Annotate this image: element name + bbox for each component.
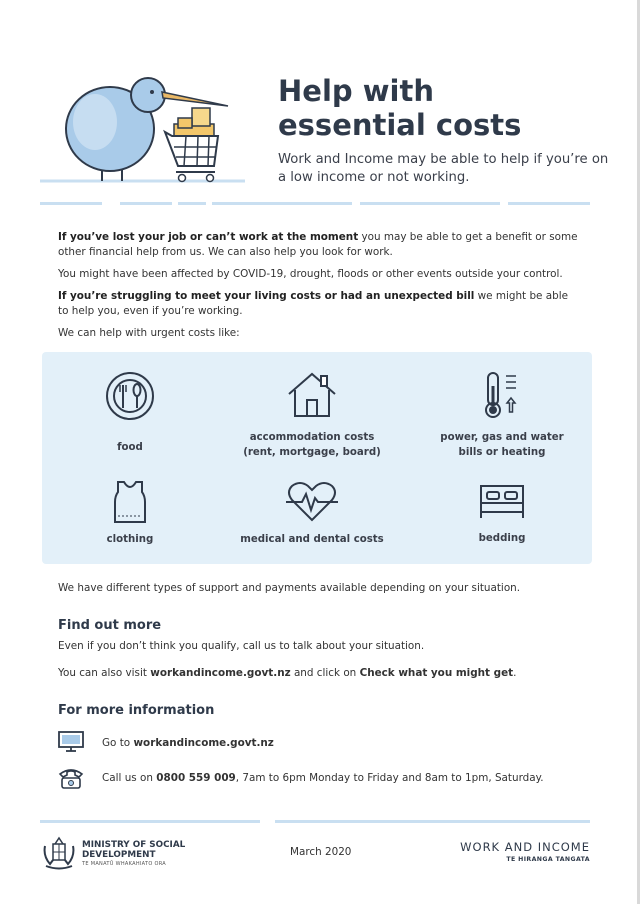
find-out-more-heading: Find out more (58, 618, 162, 633)
singlet-icon (110, 480, 150, 524)
bed-icon (477, 480, 527, 522)
website-link-2[interactable]: workandincome.govt.nz (133, 737, 274, 749)
cost-label-accommodation: accommodation costs (rent, mortgage, board) (243, 432, 381, 458)
support-note: We have different types of support and payments available depending on your situation. (58, 582, 521, 594)
nz-coat-of-arms-icon (42, 836, 76, 872)
footer-divider-left (40, 820, 260, 823)
page-title (278, 74, 618, 142)
website-link[interactable]: workandincome.govt.nz (150, 667, 291, 679)
publication-date: March 2020 (290, 846, 352, 858)
divider-dashes (40, 202, 590, 206)
cost-item-clothing (80, 480, 180, 547)
intro-paragraph-4: We can help with urgent costs like: (58, 327, 240, 339)
wi-maori-name: TE HIRANGA TANGATA (506, 856, 590, 863)
cost-label-bedding: bedding (478, 533, 526, 544)
plate-cutlery-icon (104, 370, 156, 422)
contact-phone (58, 766, 588, 790)
cost-item-medical (222, 480, 402, 547)
cost-item-power (422, 370, 582, 460)
cost-item-food (80, 370, 180, 455)
computer-monitor-icon (58, 731, 84, 753)
work-and-income-logo (460, 840, 590, 863)
cost-label-clothing: clothing (106, 534, 154, 545)
msd-maori-name: TE MANATŪ WHAKAHIATO ORA (82, 861, 167, 867)
find-out-paragraph-2: You can also visit workandincome.govt.nz and click on Check what you might get. (58, 667, 517, 679)
thermometer-icon (480, 370, 524, 420)
cost-label-medical: medical and dental costs (240, 534, 384, 545)
cost-item-bedding (422, 480, 582, 546)
check-what-you-might-get: Check what you might get (359, 667, 514, 679)
cost-item-accommodation (222, 370, 402, 460)
kiwi-trolley-illustration (40, 62, 250, 187)
title-line-2: essential costs (278, 108, 522, 142)
web-contact-text: Go to workandincome.govt.nz (102, 737, 274, 749)
phone-number[interactable]: 0800 559 009 (156, 772, 236, 784)
house-icon (285, 370, 339, 420)
cost-label-power: power, gas and water bills or heating (440, 432, 564, 458)
telephone-icon (58, 766, 84, 790)
urgent-costs-panel (42, 352, 592, 564)
footer-divider-right (275, 820, 590, 823)
find-out-paragraph-1: Even if you don’t think you qualify, call us to talk about your situation. (58, 640, 425, 652)
heartbeat-icon (284, 480, 340, 524)
intro-paragraph-3: If you’re struggling to meet your living costs or had an unexpected bill we might be able to help you, even if you’re working. (58, 290, 568, 317)
wi-name: WORK AND INCOME (460, 840, 590, 854)
intro-paragraph-2: You might have been affected by COVID-19, drought, floods or other events outside your control. (58, 268, 563, 280)
more-info-heading: For more information (58, 703, 215, 718)
cost-label-food: food (117, 442, 143, 453)
title-line-1: Help with (278, 74, 434, 108)
contact-web (58, 731, 588, 755)
msd-logo (42, 836, 222, 872)
msd-name: MINISTRY OF SOCIAL DEVELOPMENT (82, 840, 186, 860)
phone-contact-text: Call us on 0800 559 009, 7am to 6pm Monday to Friday and 8am to 1pm, Saturday. (102, 772, 544, 784)
intro-paragraph-1: If you’ve lost your job or can’t work at the moment you may be able to get a benefit or some other financial help from us. We can also help you look for work. (58, 231, 578, 258)
intro-text (58, 230, 578, 348)
page-subtitle: Work and Income may be able to help if you’re on a low income or not working. (278, 152, 609, 185)
